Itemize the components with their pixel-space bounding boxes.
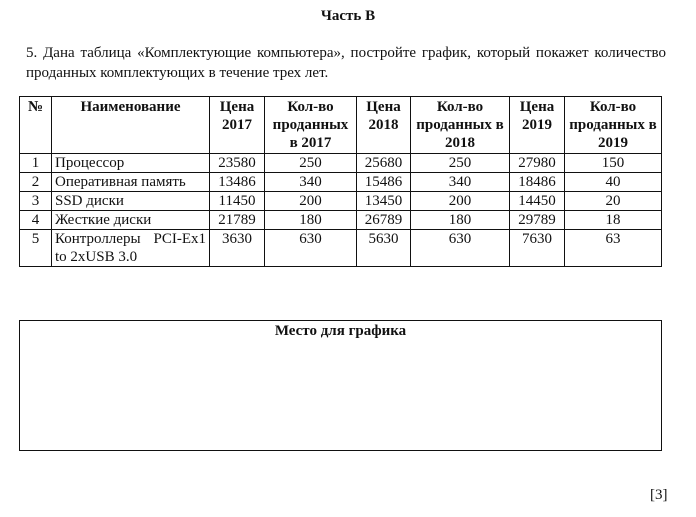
table-cell: 26789 bbox=[357, 211, 411, 230]
column-header: Наименование bbox=[52, 97, 210, 154]
table-cell: 63 bbox=[565, 230, 662, 267]
column-header: Цена 2017 bbox=[210, 97, 265, 154]
section-title: Часть В bbox=[320, 8, 376, 24]
table-cell: 630 bbox=[411, 230, 510, 267]
table-header-row bbox=[20, 97, 662, 154]
table-cell: 3 bbox=[20, 192, 52, 211]
table-cell: 150 bbox=[565, 154, 662, 173]
table-cell: SSD диски bbox=[52, 192, 210, 211]
table-cell: 180 bbox=[265, 211, 357, 230]
table-cell: 14450 bbox=[510, 192, 565, 211]
column-header: Кол-во проданных в 2019 bbox=[565, 97, 662, 154]
table-row bbox=[20, 211, 662, 230]
table-cell: 3630 bbox=[210, 230, 265, 267]
table-cell: 13486 bbox=[210, 173, 265, 192]
table-cell: 340 bbox=[265, 173, 357, 192]
table-cell: 13450 bbox=[357, 192, 411, 211]
table-cell: 7630 bbox=[510, 230, 565, 267]
page-marker: [3] bbox=[650, 487, 668, 503]
table-cell: 27980 bbox=[510, 154, 565, 173]
column-header: № bbox=[20, 97, 52, 154]
table-cell: 4 bbox=[20, 211, 52, 230]
table-cell: 630 bbox=[265, 230, 357, 267]
table-cell: 18 bbox=[565, 211, 662, 230]
column-header: Цена 2018 bbox=[357, 97, 411, 154]
table-cell: 5630 bbox=[357, 230, 411, 267]
table-cell: 21789 bbox=[210, 211, 265, 230]
table-cell: 15486 bbox=[357, 173, 411, 192]
column-header: Цена 2019 bbox=[510, 97, 565, 154]
table-cell: 250 bbox=[411, 154, 510, 173]
table-cell: 18486 bbox=[510, 173, 565, 192]
table-cell: 200 bbox=[411, 192, 510, 211]
table-cell: 1 bbox=[20, 154, 52, 173]
table-cell: 20 bbox=[565, 192, 662, 211]
table-cell: Оперативная память bbox=[52, 173, 210, 192]
table-cell: 2 bbox=[20, 173, 52, 192]
task-text: 5. Дана таблица «Комплектующие компьютера», постройте график, который покажет количество проданных комплектующих в течение трех лет. bbox=[26, 45, 666, 81]
table-cell: 200 bbox=[265, 192, 357, 211]
table-row bbox=[20, 173, 662, 192]
table-row bbox=[20, 230, 662, 267]
table-cell: Процессор bbox=[52, 154, 210, 173]
table-row bbox=[20, 192, 662, 211]
table-cell: Жесткие диски bbox=[52, 211, 210, 230]
table-cell: 25680 bbox=[357, 154, 411, 173]
components-table bbox=[19, 96, 662, 267]
table-cell: 23580 bbox=[210, 154, 265, 173]
table-cell: Контроллеры PCI-Ex1 to 2xUSB 3.0 bbox=[52, 230, 210, 267]
table-cell: 180 bbox=[411, 211, 510, 230]
table-cell: 5 bbox=[20, 230, 52, 267]
table-cell: 340 bbox=[411, 173, 510, 192]
column-header: Кол-во проданных в 2017 bbox=[265, 97, 357, 154]
table-cell: 11450 bbox=[210, 192, 265, 211]
table-row bbox=[20, 154, 662, 173]
table-cell: 29789 bbox=[510, 211, 565, 230]
graph-placeholder-box bbox=[19, 320, 662, 451]
table-cell: 40 bbox=[565, 173, 662, 192]
table-cell: 250 bbox=[265, 154, 357, 173]
graph-box-title: Место для графика bbox=[274, 323, 407, 339]
column-header: Кол-во проданных в 2018 bbox=[411, 97, 510, 154]
